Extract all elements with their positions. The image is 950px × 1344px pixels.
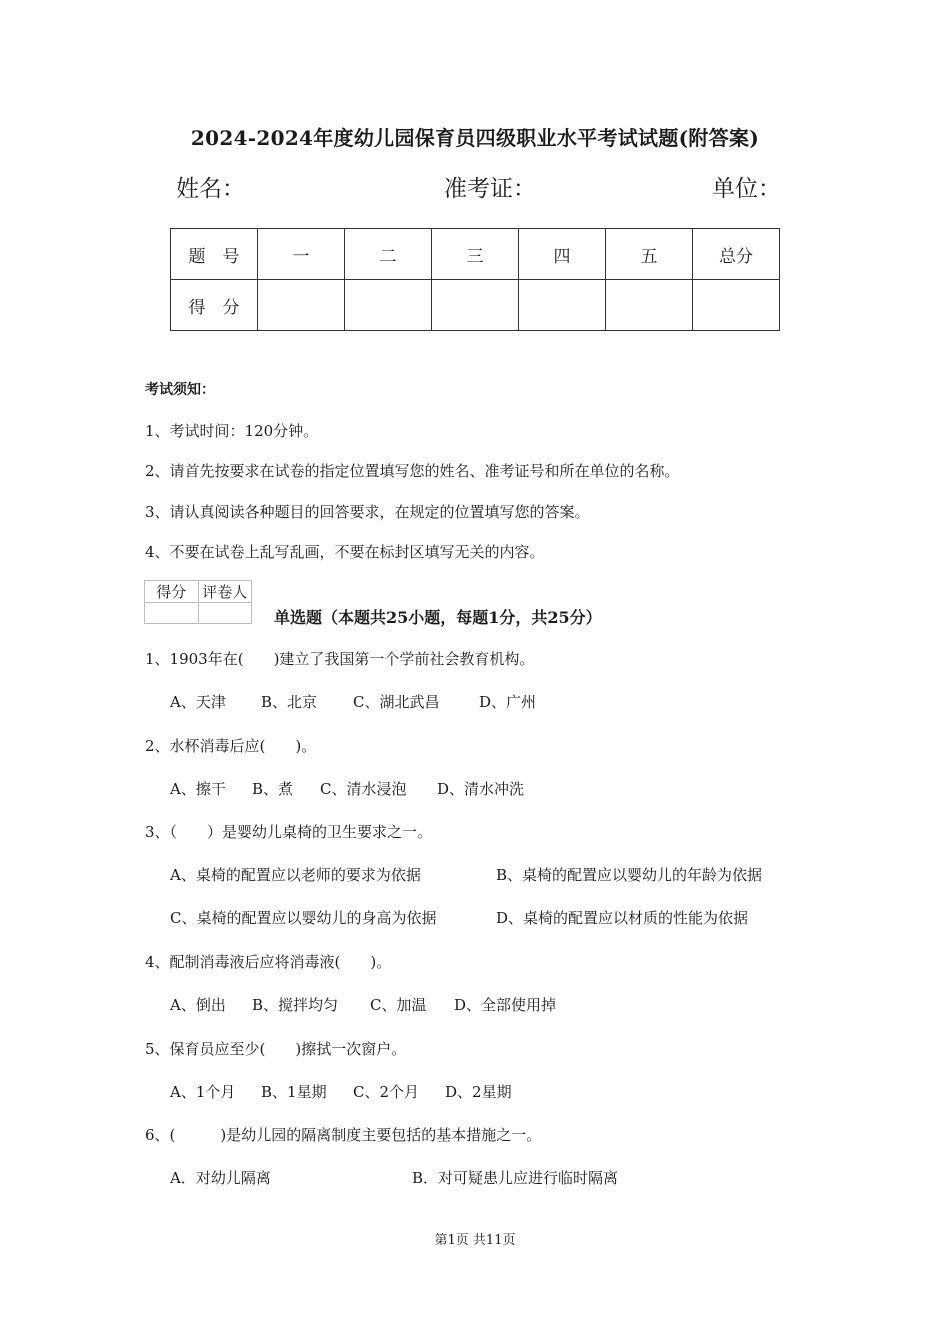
score-table-header-row xyxy=(171,229,780,280)
grader-score-label: 得分 xyxy=(145,581,199,603)
ticket-field-label: 准考证： xyxy=(444,176,536,202)
notice-item: 3、请认真阅读各种题目的回答要求，在规定的位置填写您的答案。 xyxy=(145,503,590,521)
page-footer: 第1页 共11页 xyxy=(434,1233,516,1248)
option: D、广州 xyxy=(479,693,537,711)
option: A、桌椅的配置应以老师的要求为依据 xyxy=(170,866,421,884)
question-5: 5、保育员应至少( )擦拭一次窗户。 xyxy=(145,1040,407,1058)
option: C、2个月 xyxy=(353,1083,420,1101)
score-cell[interactable] xyxy=(345,280,432,331)
score-cell[interactable] xyxy=(519,280,606,331)
score-cell[interactable] xyxy=(258,280,345,331)
option: D、2星期 xyxy=(445,1083,512,1101)
grader-score-cell[interactable] xyxy=(145,603,199,624)
option: A、天津 xyxy=(170,693,226,711)
page-title: 2024-2024年度幼儿园保育员四级职业水平考试试题(附答案) xyxy=(190,126,760,150)
question-6: 6、( )是幼儿园的隔离制度主要包括的基本措施之一。 xyxy=(145,1126,542,1144)
question-1: 1、1903年在( )建立了我国第一个学前社会教育机构。 xyxy=(145,650,535,668)
option: D、全部使用掉 xyxy=(454,996,557,1014)
score-row-label: 得 分 xyxy=(171,280,258,331)
option: D、清水冲洗 xyxy=(437,780,525,798)
question-3: 3、（ ）是婴幼儿桌椅的卫生要求之一。 xyxy=(145,823,433,841)
section-title: 单选题（本题共25小题，每题1分，共25分） xyxy=(274,608,602,627)
grader-reviewer-label: 评卷人 xyxy=(198,581,252,603)
option: B、煮 xyxy=(252,780,294,798)
option: C、桌椅的配置应以婴幼儿的身高为依据 xyxy=(170,909,437,927)
option: B、搅拌均匀 xyxy=(252,996,339,1014)
option: B、北京 xyxy=(261,693,318,711)
score-cell[interactable] xyxy=(432,280,519,331)
score-header-cell: 五 xyxy=(606,229,693,280)
notice-item: 4、不要在试卷上乱写乱画，不要在标封区填写无关的内容。 xyxy=(145,543,545,561)
name-field-label: 姓名： xyxy=(176,176,245,202)
option: B、1星期 xyxy=(261,1083,327,1101)
score-table xyxy=(170,228,780,331)
option: C、清水浸泡 xyxy=(320,780,407,798)
notice-item: 1、考试时间：120分钟。 xyxy=(145,422,319,440)
option: C、湖北武昌 xyxy=(353,693,440,711)
question-4: 4、配制消毒液后应将消毒液( )。 xyxy=(145,953,392,971)
score-header-cell: 三 xyxy=(432,229,519,280)
score-cell[interactable] xyxy=(606,280,693,331)
question-2: 2、水杯消毒后应( )。 xyxy=(145,737,317,755)
score-header-cell: 总分 xyxy=(693,229,780,280)
notice-heading: 考试须知： xyxy=(145,382,215,398)
option: B．对可疑患儿应进行临时隔离 xyxy=(412,1169,619,1187)
option: A．对幼儿隔离 xyxy=(170,1169,271,1187)
score-header-cell: 四 xyxy=(519,229,606,280)
score-header-cell: 二 xyxy=(345,229,432,280)
score-table-score-row xyxy=(171,280,780,331)
option: A、擦干 xyxy=(170,780,226,798)
option: A、倒出 xyxy=(170,996,226,1014)
option: D、桌椅的配置应以材质的性能为依据 xyxy=(496,909,749,927)
option: A、1个月 xyxy=(170,1083,236,1101)
score-header-cell: 题 号 xyxy=(171,229,258,280)
score-cell[interactable] xyxy=(693,280,780,331)
unit-field-label: 单位： xyxy=(712,176,781,202)
option: B、桌椅的配置应以婴幼儿的年龄为依据 xyxy=(496,866,763,884)
notice-item: 2、请首先按要求在试卷的指定位置填写您的姓名、准考证号和所在单位的名称。 xyxy=(145,462,680,480)
score-header-cell: 一 xyxy=(258,229,345,280)
grader-reviewer-cell[interactable] xyxy=(198,603,252,624)
option: C、加温 xyxy=(370,996,427,1014)
grader-table xyxy=(144,580,252,624)
